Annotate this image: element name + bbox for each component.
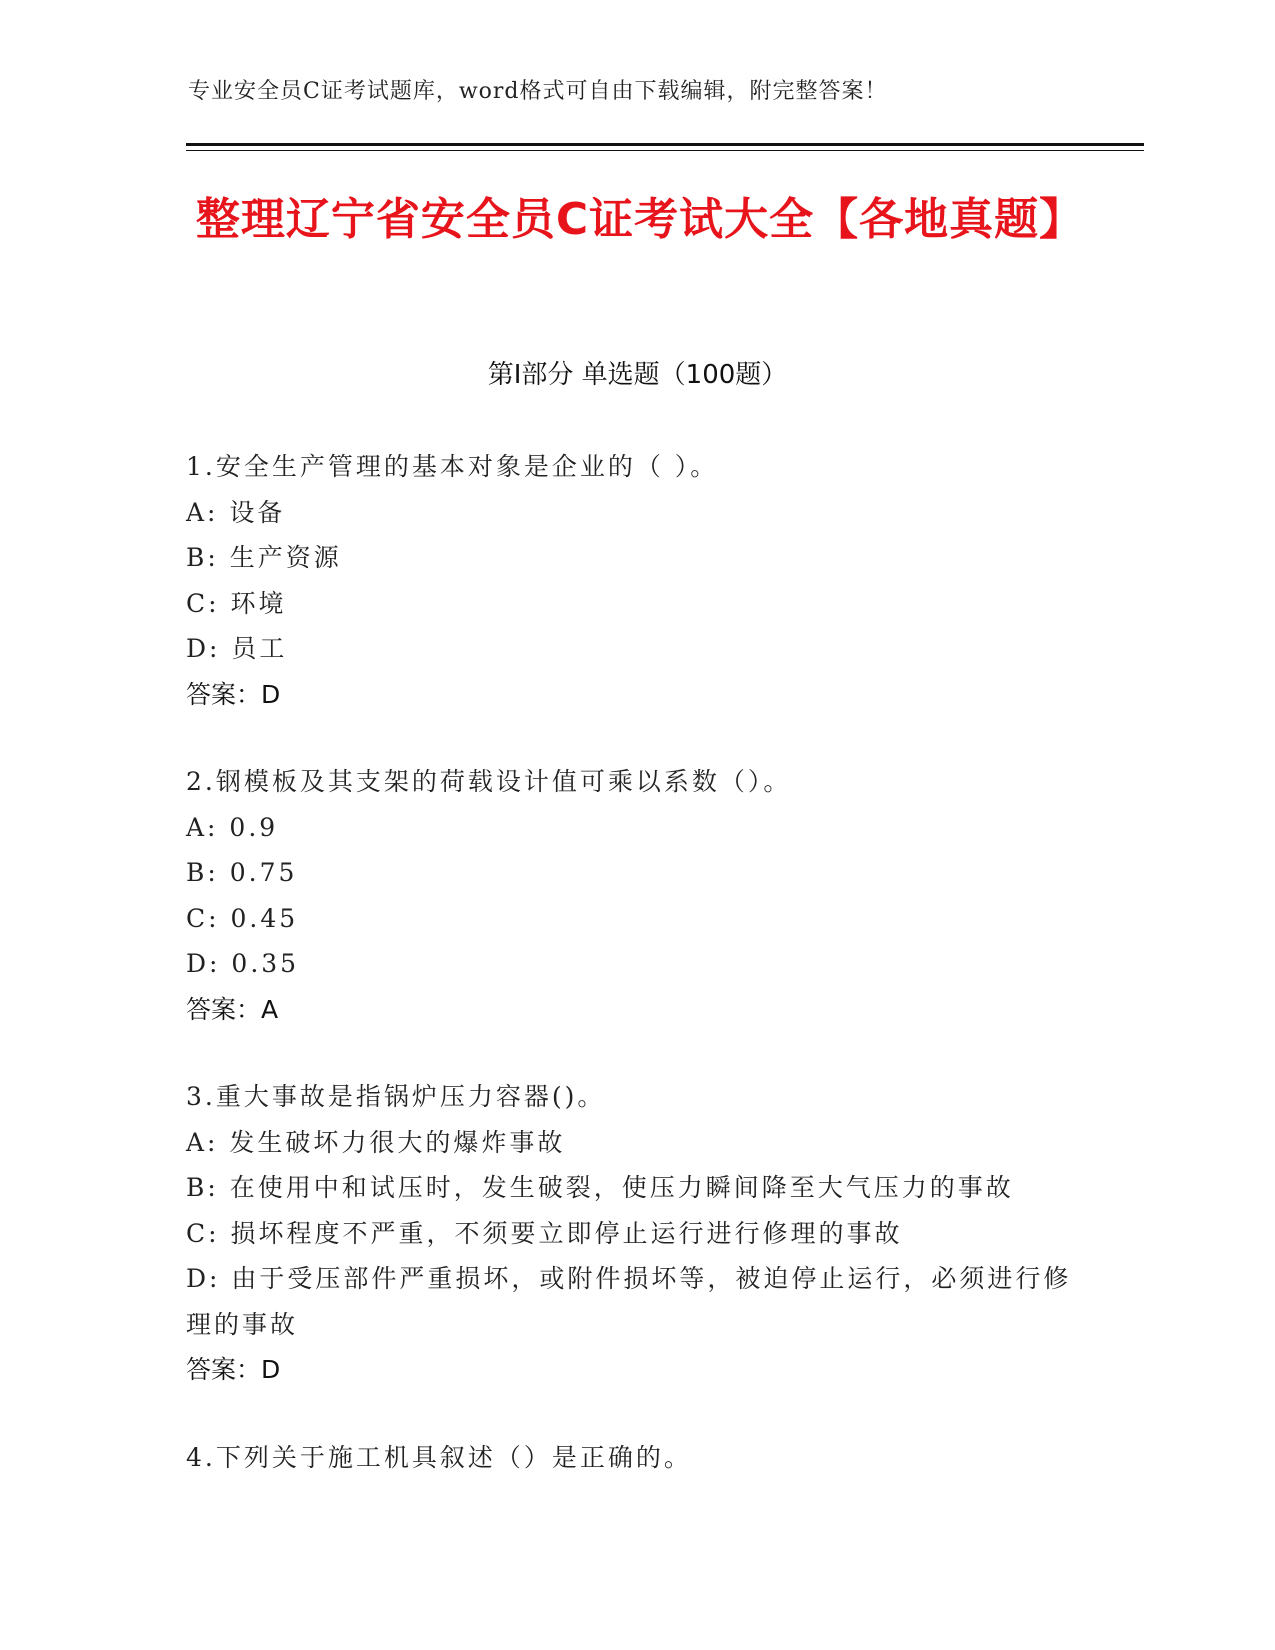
question-2 [186, 759, 1076, 1032]
answer: 答案：A [186, 994, 279, 1024]
question-stem: 2.钢模板及其支架的荷载设计值可乘以系数（）。 [186, 767, 792, 796]
section-title: 第I部分 单选题（100题） [487, 360, 788, 390]
option-c: C: 损坏程度不严重，不须要立即停止运行进行修理的事故 [186, 1218, 903, 1248]
question-stem: 3.重大事故是指锅炉压力容器()。 [186, 1082, 606, 1111]
question-4 [186, 1435, 1076, 1481]
question-1 [186, 444, 1076, 717]
question-3 [186, 1074, 1076, 1393]
option-b: B: 生产资源 [186, 543, 342, 572]
option-a: A: 设备 [186, 497, 286, 527]
option-a: A: 0.9 [186, 812, 279, 842]
option-b: B: 0.75 [186, 858, 298, 887]
option-b: B: 在使用中和试压时，发生破裂，使压力瞬间降至大气压力的事故 [186, 1173, 1014, 1202]
header-rule-thick [186, 143, 1144, 146]
question-stem: 1.安全生产管理的基本对象是企业的（ ）。 [186, 452, 719, 481]
header-rule-thin [186, 150, 1144, 151]
option-d: D: 员工 [186, 634, 288, 663]
document-title: 整理辽宁省安全员C证考试大全【各地真题】 [195, 194, 1085, 245]
answer: 答案：D [186, 679, 281, 709]
option-a: A: 发生破坏力很大的爆炸事故 [186, 1127, 566, 1157]
question-list [186, 444, 1076, 1522]
option-d: D: 0.35 [186, 949, 300, 978]
header-note: 专业安全员C证考试题库，word格式可自由下载编辑，附完整答案！ [188, 79, 888, 104]
option-c: C: 0.45 [186, 903, 299, 933]
question-stem: 4.下列关于施工机具叙述（）是正确的。 [186, 1442, 692, 1472]
option-c: C: 环境 [186, 588, 287, 618]
answer: 答案：D [186, 1355, 281, 1384]
option-d: D: 由于受压部件严重损坏，或附件损坏等，被迫停止运行，必须进行修理的事故 [186, 1264, 1072, 1339]
